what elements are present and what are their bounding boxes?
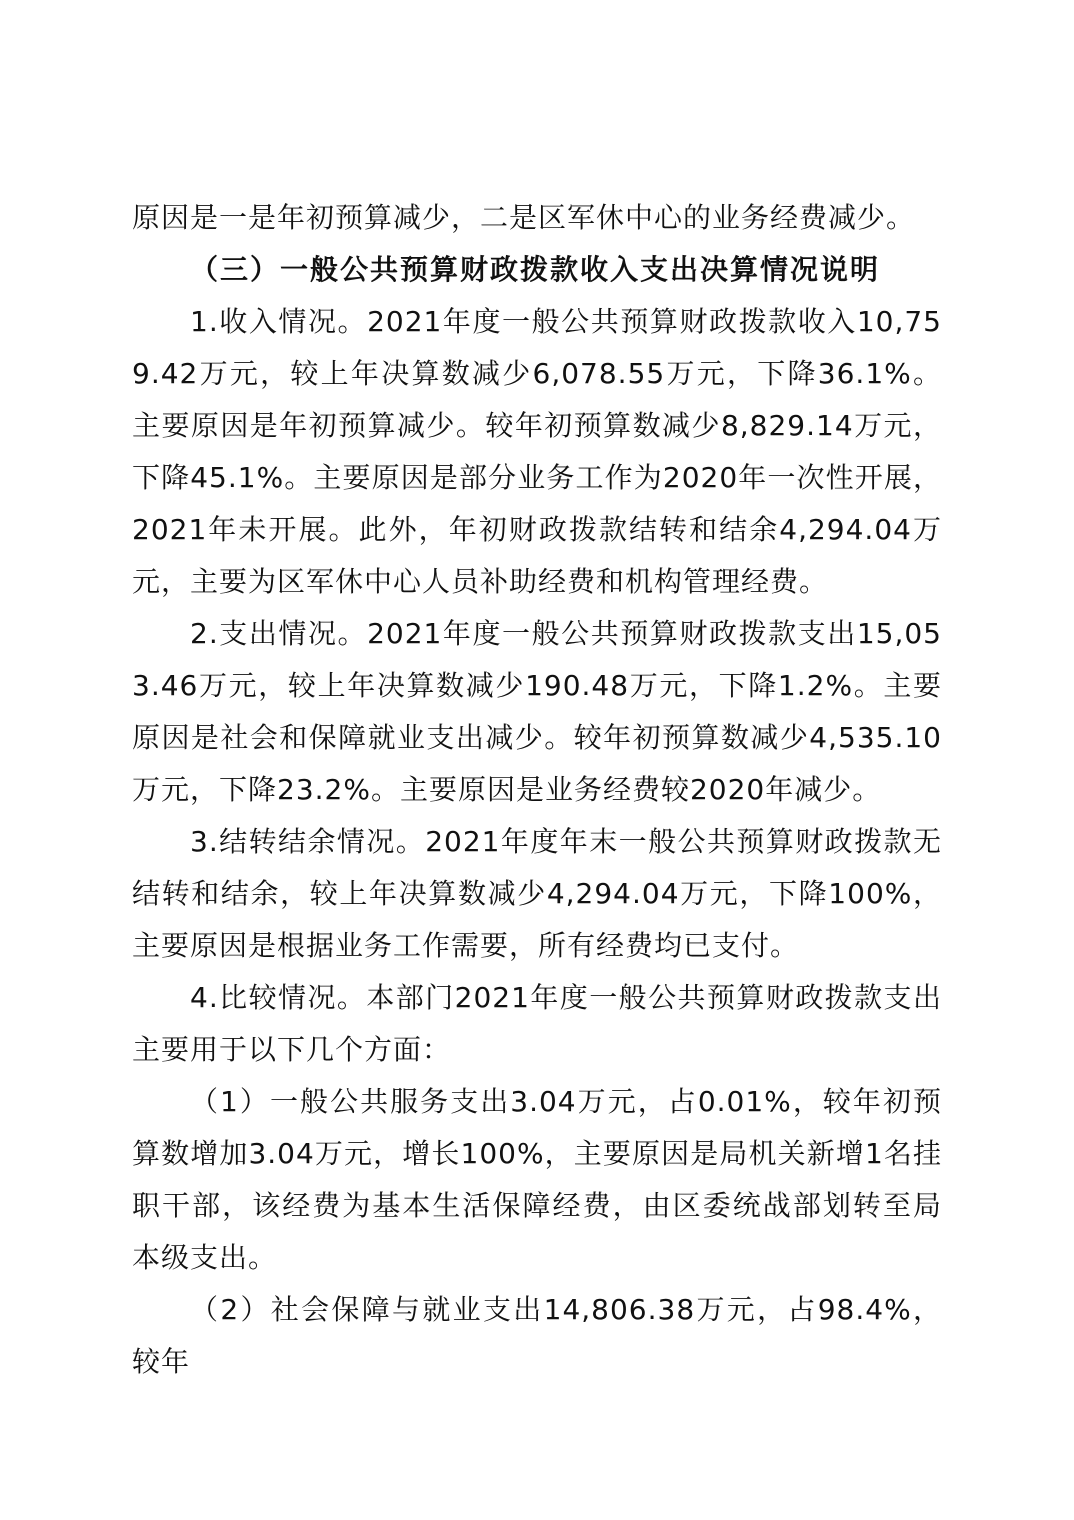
paragraph-expenditure: 2.支出情况。2021年度一般公共预算财政拨款支出15,053.46万元，较上年决算数减少190.48万元，下降1.2%。主要原因是社会和保障就业支出减少。较年初预算数减少4,535.10万元，下降23.2%。主要原因是业务经费较2020年减少。 <box>132 617 942 806</box>
paragraph-item-2: （2）社会保障与就业支出14,806.38万元，占98.4%，较年 <box>132 1293 942 1378</box>
paragraph-item-1: （1）一般公共服务支出3.04万元，占0.01%，较年初预算数增加3.04万元，增长100%，主要原因是局机关新增1名挂职干部，该经费为基本生活保障经费，由区委统战部划转至局本级支出。 <box>132 1085 942 1274</box>
paragraph-comparison: 4.比较情况。本部门2021年度一般公共预算财政拨款支出主要用于以下几个方面： <box>132 981 942 1066</box>
paragraph-continuation: 原因是一是年初预算减少，二是区军休中心的业务经费减少。 <box>132 201 916 234</box>
section-heading: （三）一般公共预算财政拨款收入支出决算情况说明 <box>190 253 881 286</box>
paragraph-carryover: 3.结转结余情况。2021年度年末一般公共预算财政拨款无结转和结余，较上年决算数减少4,294.04万元，下降100%，主要原因是根据业务工作需要，所有经费均已支付。 <box>132 825 942 962</box>
document-body <box>132 192 942 1388</box>
paragraph-income: 1.收入情况。2021年度一般公共预算财政拨款收入10,759.42万元，较上年决算数减少6,078.55万元，下降36.1%。主要原因是年初预算减少。较年初预算数减少8,829.14万元，下降45.1%。主要原因是部分业务工作为2020年一次性开展，2021年未开展。此外，年初财政拨款结转和结余4,294.04万元，主要为区军休中心人员补助经费和机构管理经费。 <box>132 305 942 598</box>
